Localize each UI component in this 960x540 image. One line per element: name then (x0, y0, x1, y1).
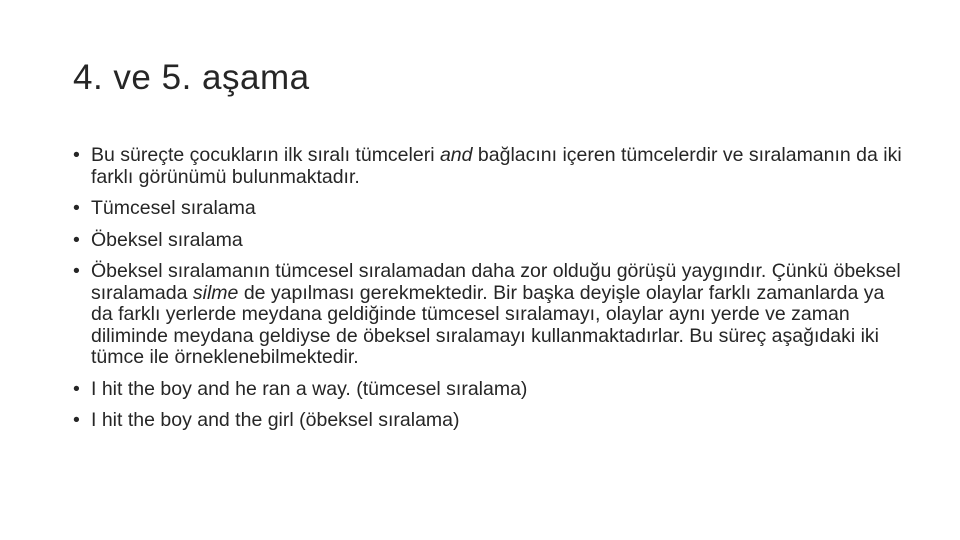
bullet-list (73, 145, 903, 442)
bullet-item (73, 379, 903, 401)
bullet-text: I hit the boy and the girl (öbeksel sıralama) (91, 409, 460, 431)
slide-title: 4. ve 5. aşama (73, 58, 310, 97)
bullet-item (73, 230, 903, 252)
bullet-text: Öbeksel sıralama (91, 228, 243, 251)
bullet-emphasis: and (439, 144, 473, 166)
bullet-item (73, 145, 903, 188)
bullet-text: de yapılması gerekmektedir. Bir başka deyişle olaylar farklı zamanlarda ya da farklı yerlerde meydana geldiğinde tümcesel sıralamayı, olaylar aynı yerde ve zaman diliminde meydana geldiyse de öbeksel sıralamayı kullanmaktadırlar. Bu süreç aşağıdaki iki tümce ile örneklenebilmektedir. (91, 281, 885, 368)
bullet-text: I hit the boy and he ran a way. (tümcesel sıralama) (91, 377, 528, 400)
bullet-item (73, 198, 903, 220)
bullet-text: Tümcesel sıralama (91, 197, 256, 219)
bullet-text: bağlacını içeren tümcelerdir ve sıralamanın da iki farklı görünümü bulunmaktadır. (91, 144, 902, 188)
bullet-item (73, 261, 903, 369)
bullet-text: Öbeksel sıralamanın tümcesel sıralamadan daha zor olduğu görüşü yaygındır. Çünkü öbeksel sıralamada (91, 260, 901, 304)
bullet-item (73, 410, 903, 432)
bullet-text: Bu süreçte çocukların ilk sıralı tümceleri (91, 144, 440, 166)
bullet-emphasis: silme (192, 281, 239, 304)
